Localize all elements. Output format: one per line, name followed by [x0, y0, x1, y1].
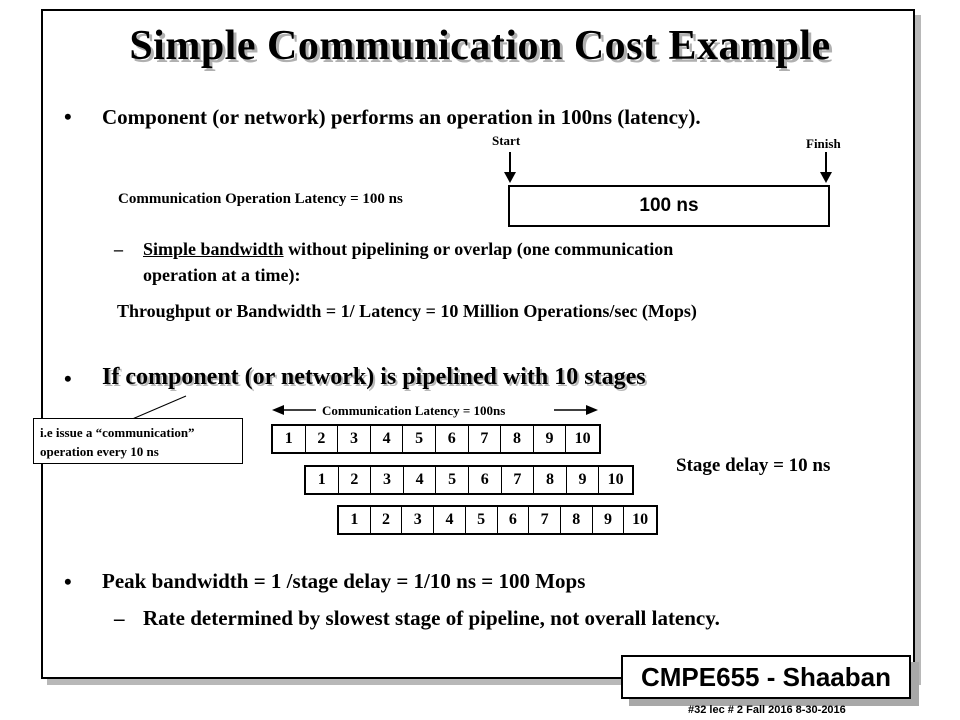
stage-cell: 1 — [306, 467, 339, 493]
throughput-line: Throughput or Bandwidth = 1/ Latency = 10 Million Operations/sec (Mops) — [117, 301, 697, 321]
stage-delay-label: Stage delay = 10 ns — [676, 455, 831, 476]
stage-cell: 10 — [632, 511, 649, 528]
simple-bandwidth-term: Simple bandwidth — [143, 239, 284, 259]
stage-cell: 5 — [466, 507, 498, 533]
stage-cell: 9 — [534, 426, 567, 452]
callout-box — [33, 418, 243, 464]
stage-cell: 10 — [607, 471, 624, 488]
stage-cell: 5 — [403, 426, 436, 452]
sub-bullet-bandwidth: Simple bandwidth without pipelining or overlap (one communication — [143, 239, 674, 259]
stage-cell: 4 — [434, 507, 466, 533]
stage-cell: 7 — [529, 507, 561, 533]
callout-line-1: i.e issue a “communication” — [40, 425, 195, 440]
slide-title: Simple Communication Cost Example — [129, 23, 831, 69]
stage-cell: 3 — [338, 426, 371, 452]
bullet-marker: • — [64, 104, 72, 129]
stage-cell: 4 — [404, 467, 437, 493]
callout-line-2: operation every 10 ns — [40, 444, 159, 459]
stage-cell: 9 — [567, 467, 600, 493]
sub-dash: – — [114, 239, 123, 259]
start-label: Start — [492, 133, 521, 148]
stage-cell: 7 — [502, 467, 535, 493]
sub-bullet-rate: Rate determined by slowest stage of pipeline, not overall latency. — [143, 606, 720, 630]
sub-dash: – — [114, 606, 125, 630]
finish-label: Finish — [806, 136, 841, 151]
pipeline-row-3 — [337, 505, 658, 535]
finish-arrow — [820, 152, 832, 183]
stage-cell: 3 — [371, 467, 404, 493]
stage-cell: 1 — [339, 507, 371, 533]
stage-cell: 8 — [501, 426, 534, 452]
stage-cell: 4 — [371, 426, 404, 452]
pipeline-row-2 — [304, 465, 634, 495]
start-arrow — [504, 152, 516, 183]
sub-bullet-bandwidth-line2: operation at a time): — [143, 265, 301, 285]
stage-cell: 8 — [561, 507, 593, 533]
latency-box: 100 ns — [508, 185, 830, 227]
bullet-marker: • — [64, 366, 72, 391]
slide-footer: #32 lec # 2 Fall 2016 8-30-2016 — [688, 704, 846, 716]
stage-cell: 8 — [534, 467, 567, 493]
stage-cell: 6 — [436, 426, 469, 452]
bullet-peak-bandwidth: Peak bandwidth = 1 /stage delay = 1/10 ns = 100 Mops — [102, 569, 586, 593]
bullet-latency: Component (or network) performs an operation in 100ns (latency). — [102, 105, 701, 129]
stage-cell: 10 — [574, 430, 591, 447]
bullet-pipelined: If component (or network) is pipelined with 10 stages — [102, 364, 646, 390]
stage-cell: 5 — [436, 467, 469, 493]
stage-cell: 2 — [371, 507, 403, 533]
stage-cell: 9 — [593, 507, 625, 533]
stage-cell: 2 — [339, 467, 372, 493]
stage-cell: 7 — [469, 426, 502, 452]
course-badge: CMPE655 - Shaaban — [621, 655, 911, 699]
stage-cell: 6 — [469, 467, 502, 493]
bullet-marker: • — [64, 569, 72, 594]
comm-latency-label: Communication Latency = 100ns — [322, 403, 506, 418]
pipeline-row-1 — [271, 424, 601, 454]
stage-cell: 1 — [273, 426, 306, 452]
callout-pointer — [130, 396, 186, 420]
stage-cell: 3 — [402, 507, 434, 533]
latency-caption: Communication Operation Latency = 100 ns — [118, 191, 403, 207]
stage-cell: 6 — [498, 507, 530, 533]
stage-cell: 2 — [306, 426, 339, 452]
